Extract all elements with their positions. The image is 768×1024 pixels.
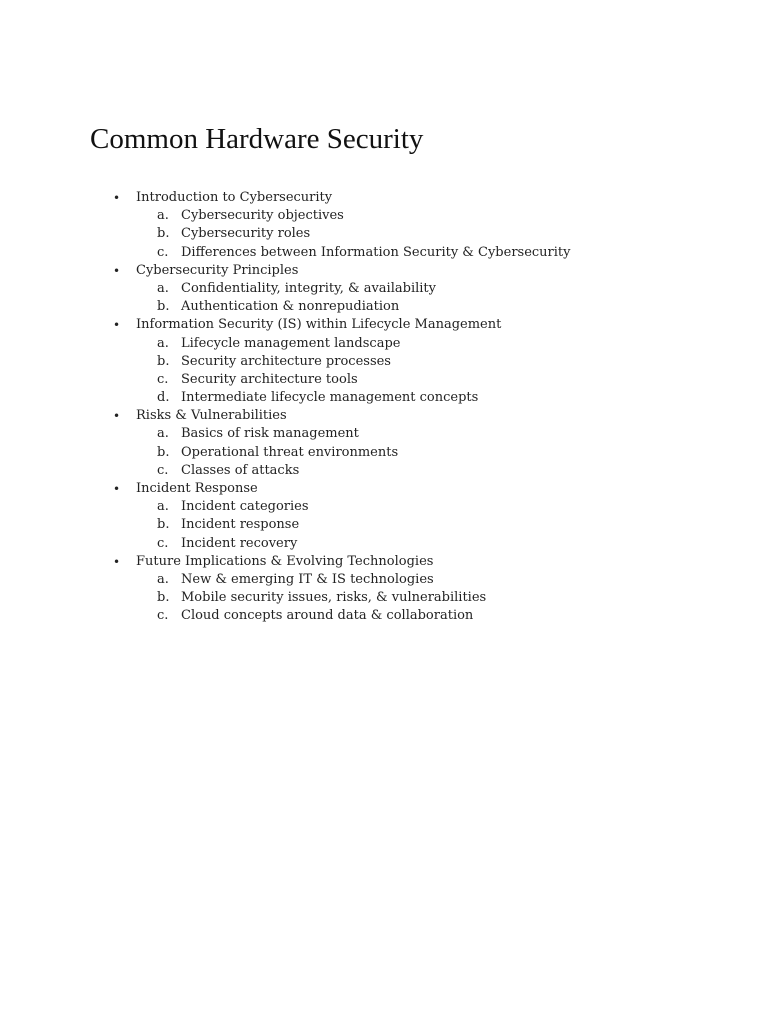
bullet-icon: •	[113, 409, 121, 424]
sub-item-marker: a.	[157, 335, 169, 351]
sub-item-text: Cybersecurity objectives	[181, 208, 344, 224]
section-label: Cybersecurity Principles	[136, 262, 299, 278]
sub-item-marker: a.	[157, 208, 169, 224]
section-label: Incident Response	[136, 481, 258, 496]
sub-item-text: Incident recovery	[181, 535, 298, 551]
sub-item-text: Intermediate lifecycle management concepts	[181, 390, 479, 406]
sub-item-text: Security architecture processes	[181, 353, 391, 369]
sub-item-marker: a.	[157, 571, 169, 587]
document-title: Common Hardware Security	[90, 123, 424, 155]
sub-item-text: Mobile security issues, risks, & vulnerabilities	[181, 590, 487, 606]
sub-item-marker: a.	[157, 280, 169, 296]
sub-item-marker: c.	[157, 535, 169, 551]
sub-item-marker: b.	[157, 226, 170, 242]
bullet-icon: •	[113, 482, 121, 496]
sub-item-marker: b.	[157, 517, 170, 533]
sub-item-marker: a.	[157, 499, 169, 515]
sub-item-text: Confidentiality, integrity, & availability	[181, 280, 436, 296]
sub-item-text: New & emerging IT & IS technologies	[181, 571, 434, 587]
sub-item-marker: b.	[157, 590, 170, 606]
sub-item-text: Incident response	[181, 517, 300, 533]
sub-item-marker: d.	[157, 390, 170, 406]
sub-item-text: Incident categories	[181, 499, 309, 515]
section-label: Risks & Vulnerabilities	[136, 408, 287, 424]
sub-item-text: Lifecycle management landscape	[181, 335, 401, 351]
bullet-icon: •	[113, 554, 121, 569]
sub-item-text: Authentication & nonrepudiation	[181, 299, 400, 315]
sub-item-marker: c.	[157, 462, 169, 478]
bullet-icon: •	[113, 318, 121, 333]
sub-item-text: Cloud concepts around data & collaboration	[181, 608, 474, 624]
sub-item-text: Operational threat environments	[181, 444, 399, 460]
section-label: Introduction to Cybersecurity	[136, 190, 333, 205]
sub-item-marker: c.	[157, 371, 169, 387]
sub-item-marker: b.	[157, 299, 170, 315]
sub-item-marker: a.	[157, 426, 169, 442]
section-label: Information Security (IS) within Lifecycle Management	[136, 317, 502, 333]
sub-item-text: Cybersecurity roles	[181, 226, 311, 242]
sub-item-marker: c.	[157, 244, 169, 260]
bullet-icon: •	[113, 263, 121, 278]
bullet-icon: •	[113, 191, 121, 205]
sub-item-text: Differences between Information Security & Cybersecurity	[181, 244, 571, 260]
sub-item-text: Security architecture tools	[181, 371, 358, 387]
sub-item-marker: b.	[157, 353, 170, 369]
sub-item-marker: b.	[157, 444, 170, 460]
sub-item-text: Basics of risk management	[181, 426, 359, 442]
sub-item-text: Classes of attacks	[181, 462, 300, 478]
section-label: Future Implications & Evolving Technologies	[136, 553, 434, 569]
sub-item-marker: c.	[157, 608, 169, 624]
